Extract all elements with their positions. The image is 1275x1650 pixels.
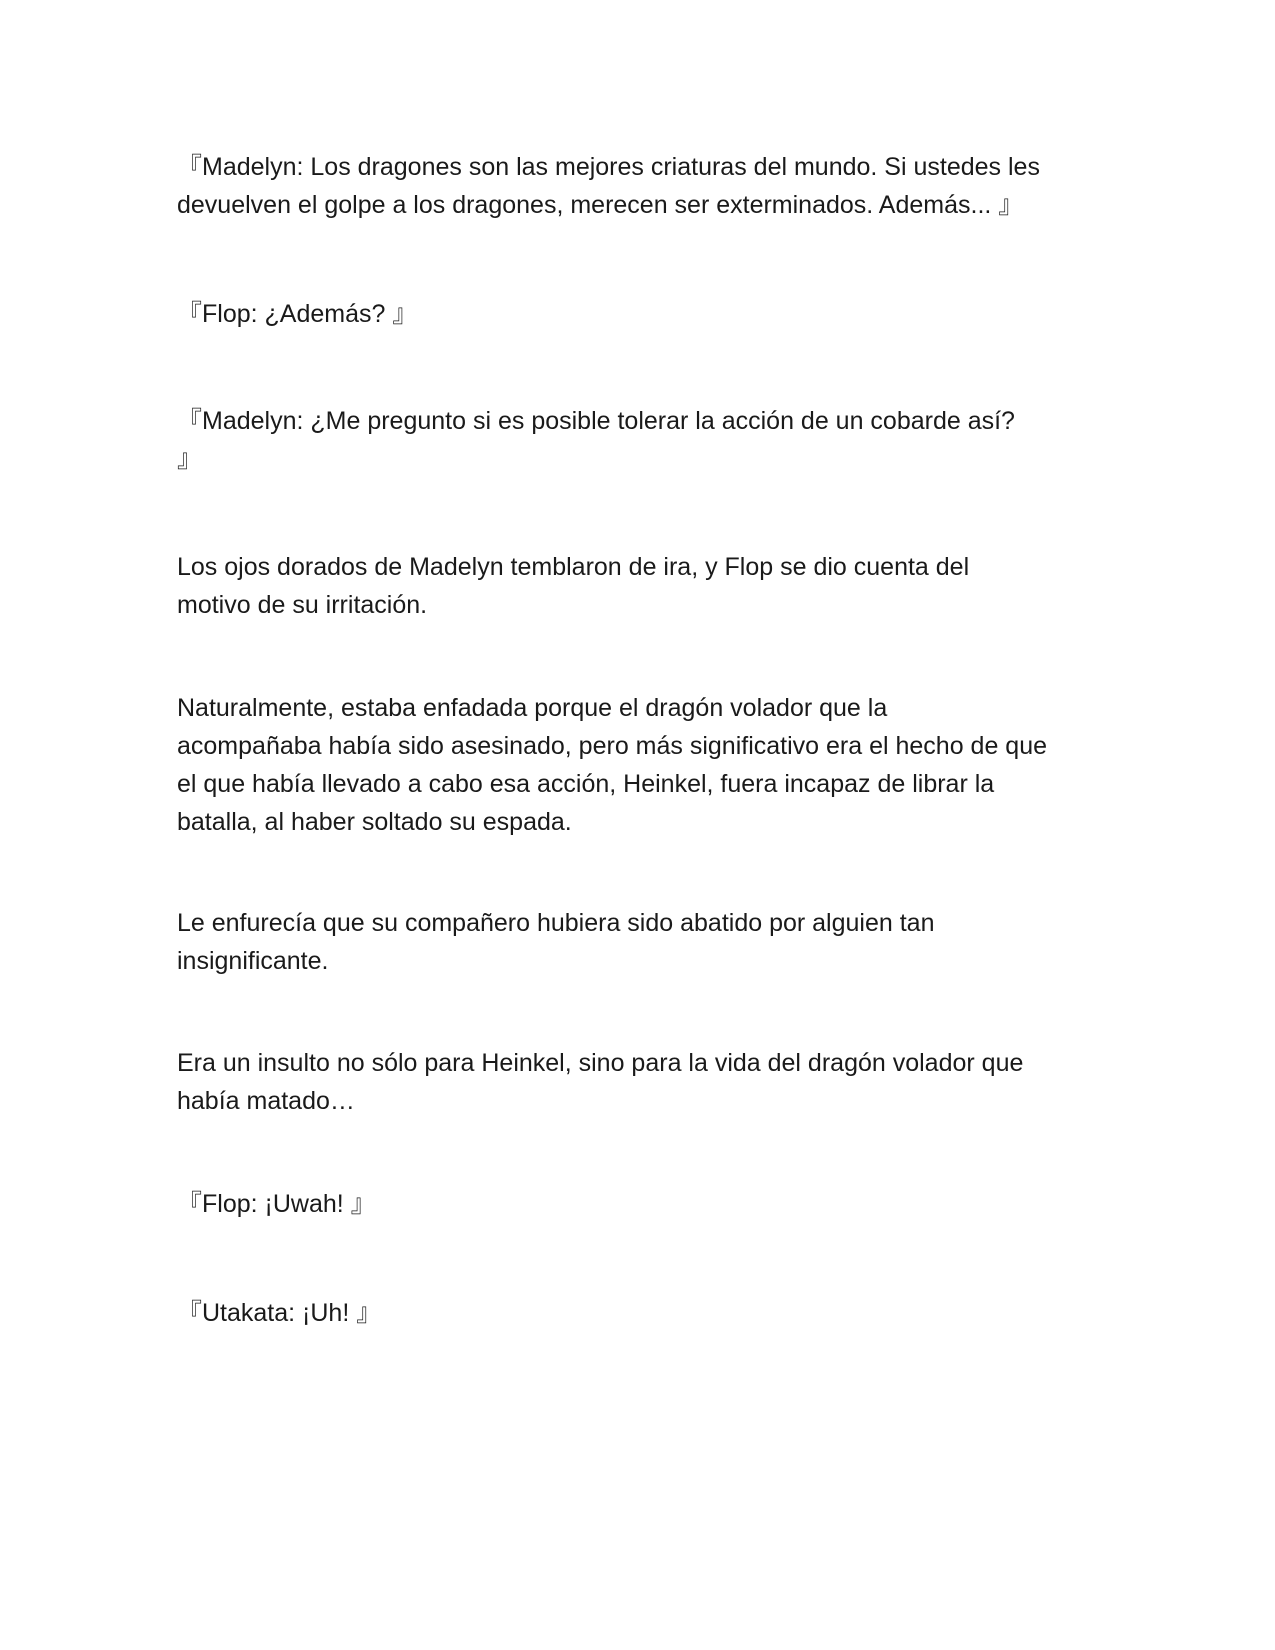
text-line: 『Madelyn: ¿Me pregunto si es posible tolerar la acción de un cobarde así? xyxy=(177,407,1015,435)
text-line: había matado… xyxy=(177,1087,355,1115)
text-line: 『Madelyn: Los dragones son las mejores criaturas del mundo. Si ustedes les xyxy=(177,153,1040,181)
dialogue-paragraph xyxy=(177,148,1107,224)
dialogue-paragraph xyxy=(177,295,1107,333)
text-line: batalla, al haber soltado su espada. xyxy=(177,808,572,836)
narration-paragraph xyxy=(177,904,1107,980)
dialogue-paragraph xyxy=(177,1185,1107,1223)
text-line: Era un insulto no sólo para Heinkel, sino para la vida del dragón volador que xyxy=(177,1049,1024,1077)
text-line: insignificante. xyxy=(177,947,329,975)
dialogue-paragraph xyxy=(177,1294,1107,1332)
text-line: motivo de su irritación. xyxy=(177,591,428,619)
dialogue-paragraph xyxy=(177,402,1107,478)
narration-paragraph xyxy=(177,548,1107,624)
text-line: 『Flop: ¿Además? 』 xyxy=(177,300,418,328)
text-line: el que había llevado a cabo esa acción, Heinkel, fuera incapaz de librar la xyxy=(177,770,995,798)
narration-paragraph xyxy=(177,1044,1107,1120)
text-line: acompañaba había sido asesinado, pero más significativo era el hecho de que xyxy=(177,732,1048,760)
text-line: devuelven el golpe a los dragones, merecen ser exterminados. Además... 』 xyxy=(177,191,1024,219)
text-line: Los ojos dorados de Madelyn temblaron de ira, y Flop se dio cuenta del xyxy=(177,553,970,581)
text-line: 『Flop: ¡Uwah! 』 xyxy=(177,1190,376,1218)
text-line: Naturalmente, estaba enfadada porque el dragón volador que la xyxy=(177,694,888,722)
narration-paragraph xyxy=(177,689,1107,841)
text-line: 『Utakata: ¡Uh! 』 xyxy=(177,1299,382,1327)
text-line: Le enfurecía que su compañero hubiera sido abatido por alguien tan xyxy=(177,909,935,937)
text-line: 』 xyxy=(177,445,203,473)
